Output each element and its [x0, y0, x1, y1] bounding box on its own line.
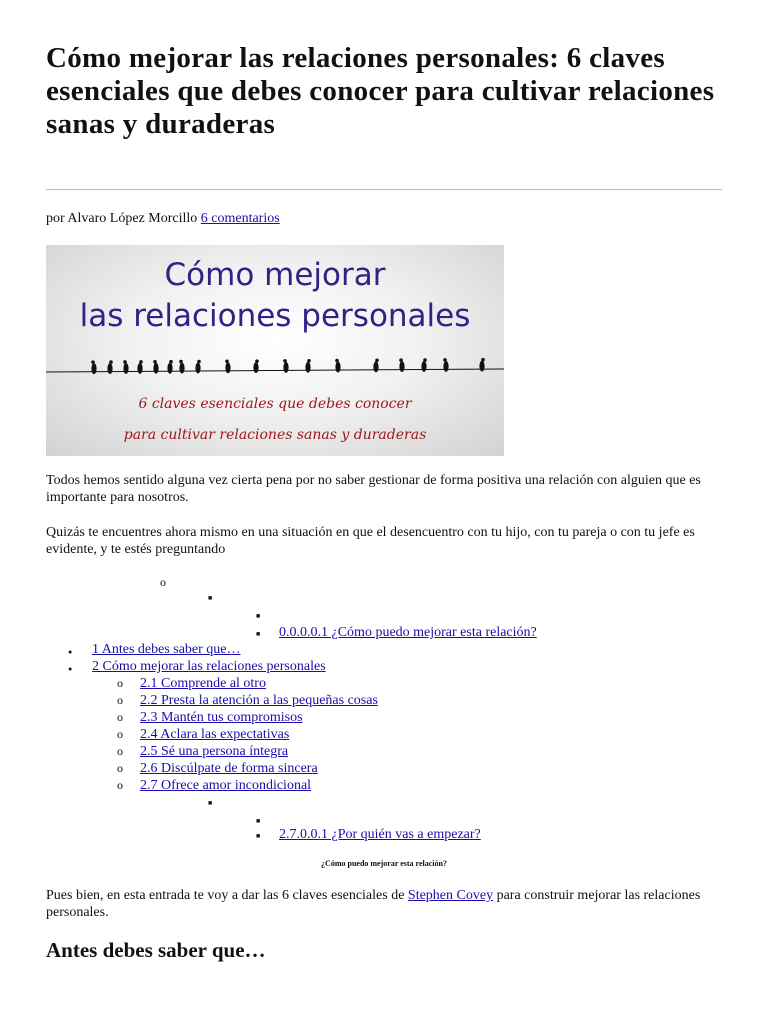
- toc-square-marker: ■: [256, 817, 261, 825]
- bird: [305, 362, 310, 373]
- section-heading: Antes debes saber que…: [46, 938, 266, 962]
- toc-link-2-2[interactable]: 2.2 Presta la atención a las pequeñas cosas: [140, 693, 378, 708]
- bird: [91, 363, 96, 374]
- bird: [225, 362, 230, 373]
- bird-head: [399, 358, 403, 362]
- bird: [421, 361, 426, 372]
- bird-head: [169, 360, 173, 364]
- bird: [283, 362, 288, 373]
- comments-link[interactable]: 6 comentarios: [200, 211, 280, 226]
- hero-image: [46, 245, 504, 456]
- title-divider: [46, 189, 722, 190]
- birds-on-wire-illustration: [46, 245, 504, 456]
- toc-link-2-7[interactable]: 2.7 Ofrece amor incondicional: [140, 778, 312, 793]
- bird: [373, 361, 378, 372]
- bird-head: [197, 360, 201, 364]
- bird-head: [225, 360, 229, 364]
- body-text-after-link: para construir mejorar las relaciones personales.: [46, 888, 701, 920]
- bird-head: [481, 358, 485, 362]
- toc-link-2-4[interactable]: 2.4 Aclara las expectativas: [140, 727, 290, 742]
- toc-square-marker: ■: [208, 594, 213, 602]
- bird-head: [109, 360, 113, 364]
- bird-head: [91, 360, 95, 364]
- bird-head: [335, 359, 339, 363]
- bird: [137, 363, 142, 374]
- intro-paragraph-1: Todos hemos sentido alguna vez cierta pena por no saber gestionar de forma positiva una relación con alguien que es importante para nosotros.: [46, 473, 701, 505]
- hero-title-line-2: las relaciones personales: [79, 298, 471, 334]
- section-caption: ¿Cómo puedo mejorar esta relación?: [321, 859, 447, 868]
- toc-disc-marker: ●: [68, 648, 73, 656]
- bird-head: [307, 359, 311, 363]
- byline: [46, 211, 280, 227]
- bird-head: [255, 359, 259, 363]
- bird: [167, 363, 172, 374]
- bird-head: [443, 358, 447, 362]
- toc-link-2-5[interactable]: 2.5 Sé una persona íntegra: [140, 744, 289, 759]
- article-title: Cómo mejorar las relaciones personales: 6 claves esenciales que debes conocer para cultivar relaciones sanas y duraderas: [46, 42, 715, 140]
- bird-head: [283, 359, 287, 363]
- bird: [153, 363, 158, 374]
- hero-title-line-1: Cómo mejorar: [164, 257, 386, 293]
- toc-link-question-1[interactable]: 0.0.0.0.1 ¿Cómo puedo mejorar esta relación?: [279, 625, 537, 640]
- bird: [399, 361, 404, 372]
- toc-link-2-3[interactable]: 2.3 Mantén tus compromisos: [140, 710, 303, 725]
- bird-head: [179, 360, 183, 364]
- body-paragraph-covey: [46, 887, 726, 921]
- hero-subtitle-line-2: para cultivar relaciones sanas y duraderas: [123, 427, 427, 443]
- bird: [443, 361, 448, 372]
- wire-line: [46, 369, 504, 372]
- hero-subtitle-line-1: 6 claves esenciales que debes conocer: [138, 396, 412, 412]
- toc-link-section-1[interactable]: 1 Antes debes saber que…: [92, 642, 241, 657]
- toc-circle-marker: o: [117, 693, 123, 707]
- bird-head: [423, 358, 427, 362]
- bird: [123, 363, 128, 374]
- bird: [479, 361, 484, 372]
- toc-circle-marker: o: [117, 710, 123, 724]
- toc-circle-marker: o: [117, 761, 123, 775]
- bird: [107, 363, 112, 374]
- toc-circle-marker: o: [117, 744, 123, 758]
- toc-square-marker: ■: [256, 832, 261, 840]
- bird: [179, 363, 184, 374]
- bird-head: [123, 360, 127, 364]
- bird: [195, 363, 200, 374]
- toc-disc-marker: ●: [68, 665, 73, 673]
- toc-square-marker: ■: [208, 799, 213, 807]
- author-name: por Alvaro López Morcillo: [46, 211, 198, 226]
- bird: [335, 362, 340, 373]
- toc-circle-marker: o: [160, 575, 166, 589]
- stephen-covey-link[interactable]: Stephen Covey: [407, 888, 494, 903]
- intro-paragraph-2: Quizás te encuentres ahora mismo en una situación en que el desencuentro con tu hijo, con tu pareja o con tu jefe es evidente, y te estés preguntando: [46, 525, 695, 557]
- toc-link-section-2[interactable]: 2 Cómo mejorar las relaciones personales: [92, 659, 326, 674]
- toc-square-marker: ■: [256, 612, 261, 620]
- toc-circle-marker: o: [117, 676, 123, 690]
- toc-square-marker: ■: [256, 630, 261, 638]
- toc-link-2-6[interactable]: 2.6 Discúlpate de forma sincera: [140, 761, 318, 776]
- bird-head: [139, 360, 143, 364]
- toc-link-2-1[interactable]: 2.1 Comprende al otro: [140, 676, 266, 691]
- toc-circle-marker: o: [117, 727, 123, 741]
- body-text-before-link: Pues bien, en esta entrada te voy a dar las 6 claves esenciales de: [46, 888, 408, 903]
- bird-head: [375, 359, 379, 363]
- toc-circle-marker: o: [117, 778, 123, 792]
- bird: [253, 362, 258, 373]
- toc-link-question-2[interactable]: 2.7.0.0.1 ¿Por quién vas a empezar?: [279, 827, 481, 842]
- bird-head: [153, 360, 157, 364]
